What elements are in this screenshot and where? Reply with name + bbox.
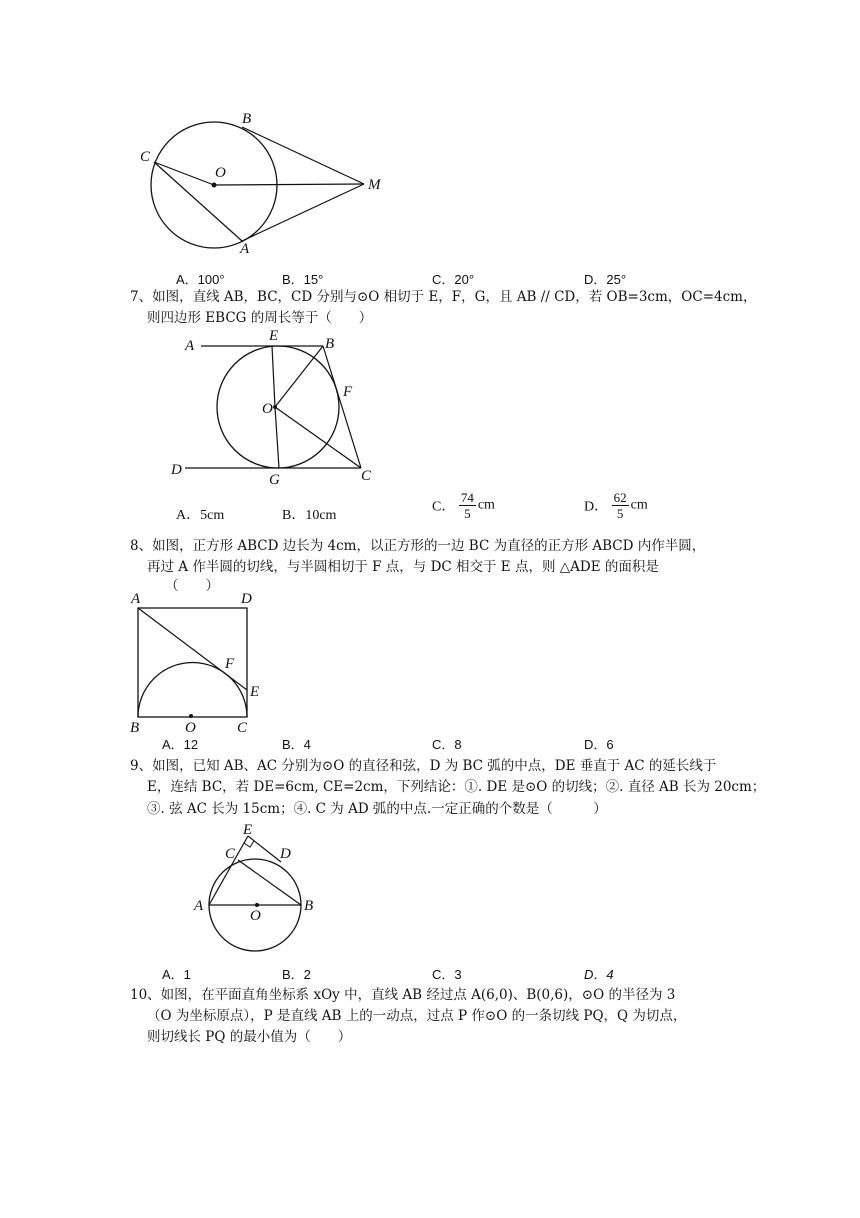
q9-line-ed [248, 836, 281, 862]
q8-label-b: B [130, 720, 140, 736]
q7-label-d: D [171, 462, 182, 478]
q8-label-c: C [237, 720, 248, 736]
q7-figure [165, 328, 390, 488]
q10-text-line2: （O 为坐标原点），P 是直线 AB 上的一动点，过点 P 作⊙O 的一条切线 PQ，Q 为切点， [147, 1008, 687, 1024]
q8-text-line3: （ ） [165, 578, 219, 594]
q8-option-c[interactable]: C．8 [432, 737, 462, 752]
q8-label-d: D [241, 591, 252, 607]
q10-text-line3: 则切线长 PQ 的最小值为（ ） [147, 1029, 352, 1045]
q6-line-am [242, 184, 364, 241]
q7-text-line1: 7、如图，直线 AB，BC，CD 分别与⊙O 相切于 E，F，G，且 AB // CD，若 OB=3cm，OC=4cm， [130, 289, 757, 305]
q7-option-b[interactable]: B．10cm [282, 508, 337, 523]
q7-option-c-num: 74 [460, 490, 474, 505]
q9-label-b: B [304, 898, 314, 914]
q7-option-c-letter: C． [432, 499, 456, 515]
q9-option-a[interactable]: A．1 [162, 967, 191, 982]
q8-text-line1: 8、如图，正方形 ABCD 边长为 4cm，以正方形的一边 BC 为直径的正方形 ABCD 内作半圆， [130, 538, 706, 554]
q9-line-cb [238, 860, 301, 905]
q7-label-b: B [325, 336, 335, 352]
q9-label-e: E [243, 822, 253, 838]
q7-option-d-letter: D． [584, 499, 609, 515]
q7-text-line2: 则四边形 EBCG 的周长等于（ ） [147, 310, 373, 326]
q10-text-line1: 10、如图，在平面直角坐标系 xOy 中，直线 AB 经过点 A(6,0)、B(0,6)，⊙O 的半径为 3 [130, 987, 676, 1003]
q8-option-b[interactable]: B．4 [282, 737, 311, 752]
q6-line-bm [242, 127, 364, 184]
q7-option-c-unit: cm [477, 497, 495, 513]
q7-label-a: A [185, 338, 195, 354]
q8-label-a: A [131, 591, 141, 607]
q6-line-co [154, 162, 214, 185]
q7-label-c: C [361, 468, 372, 484]
q6-label-o: O [215, 165, 226, 181]
q7-center-dot [273, 405, 277, 409]
q6-option-d[interactable]: D．25° [584, 272, 627, 287]
q6-line-om [214, 184, 364, 185]
q6-label-m: M [368, 177, 381, 193]
q6-figure [130, 105, 400, 265]
q7-option-d-fraction [612, 490, 629, 521]
q7-option-d-den: 5 [616, 506, 624, 521]
q7-line-bc [323, 346, 361, 468]
q8-label-f: F [225, 656, 235, 672]
q9-label-a: A [194, 898, 204, 914]
q8-label-o: O [185, 720, 196, 736]
q7-option-c[interactable] [432, 490, 495, 521]
q6-center-dot [212, 183, 217, 188]
q7-label-e: E [269, 328, 279, 344]
q7-line-oc [275, 407, 361, 468]
q6-option-c[interactable]: C．20° [432, 272, 475, 287]
q9-figure [185, 820, 325, 960]
q9-option-c[interactable]: C．3 [432, 967, 462, 982]
q9-label-d: D [280, 846, 291, 862]
q9-label-c: C [225, 846, 236, 862]
q7-label-g: G [269, 472, 280, 488]
q7-line-ob [275, 346, 323, 407]
q7-line-oe [272, 346, 275, 407]
q9-text-line2: E，连结 BC，若 DE=6cm, CE=2cm，下列结论：①. DE 是⊙O 的切线；②. 直径 AB 长为 20cm； [147, 779, 766, 795]
q7-label-f: F [343, 384, 353, 400]
q9-label-o: O [250, 908, 261, 924]
q6-label-a: A [240, 241, 250, 257]
q6-label-b: B [242, 111, 252, 127]
q9-text-line3: ③. 弦 AC 长为 15cm；④. C 为 AD 弧的中点.一定正确的个数是（ ） [147, 801, 607, 817]
q6-option-b[interactable]: B．15° [282, 272, 324, 287]
q7-option-c-den: 5 [464, 506, 471, 521]
q8-label-e: E [250, 684, 260, 700]
q7-label-o: O [262, 401, 273, 417]
q7-option-d-num: 62 [613, 490, 627, 505]
q7-line-og [275, 407, 279, 468]
q9-right-angle-mark [244, 841, 254, 847]
q9-center-dot [255, 903, 259, 907]
q7-option-a[interactable]: A．5cm [176, 508, 225, 523]
q8-center-dot [189, 714, 193, 718]
q8-text-line2: 再过 A 作半圆的切线，与半圆相切于 F 点，与 DC 相交于 E 点，则 △ADE 的面积是 [147, 559, 659, 575]
q9-option-b[interactable]: B．2 [282, 967, 311, 982]
q7-option-d[interactable] [584, 490, 648, 521]
q7-option-d-unit: cm [630, 497, 648, 513]
q7-option-c-fraction [459, 490, 476, 521]
q8-figure [125, 588, 275, 738]
q9-text-line1: 9、如图，已知 AB、AC 分别为⊙O 的直径和弦，D 为 BC 弧的中点，DE 垂直于 AC 的延长线于 [130, 758, 717, 774]
q6-option-a[interactable]: A．100° [176, 272, 225, 287]
q6-line-ca [154, 162, 242, 241]
q8-option-d[interactable]: D．6 [584, 737, 614, 752]
q9-option-d[interactable]: D．4 [584, 967, 614, 982]
q6-label-c: C [140, 149, 151, 165]
q8-option-a[interactable]: A．12 [162, 737, 199, 752]
